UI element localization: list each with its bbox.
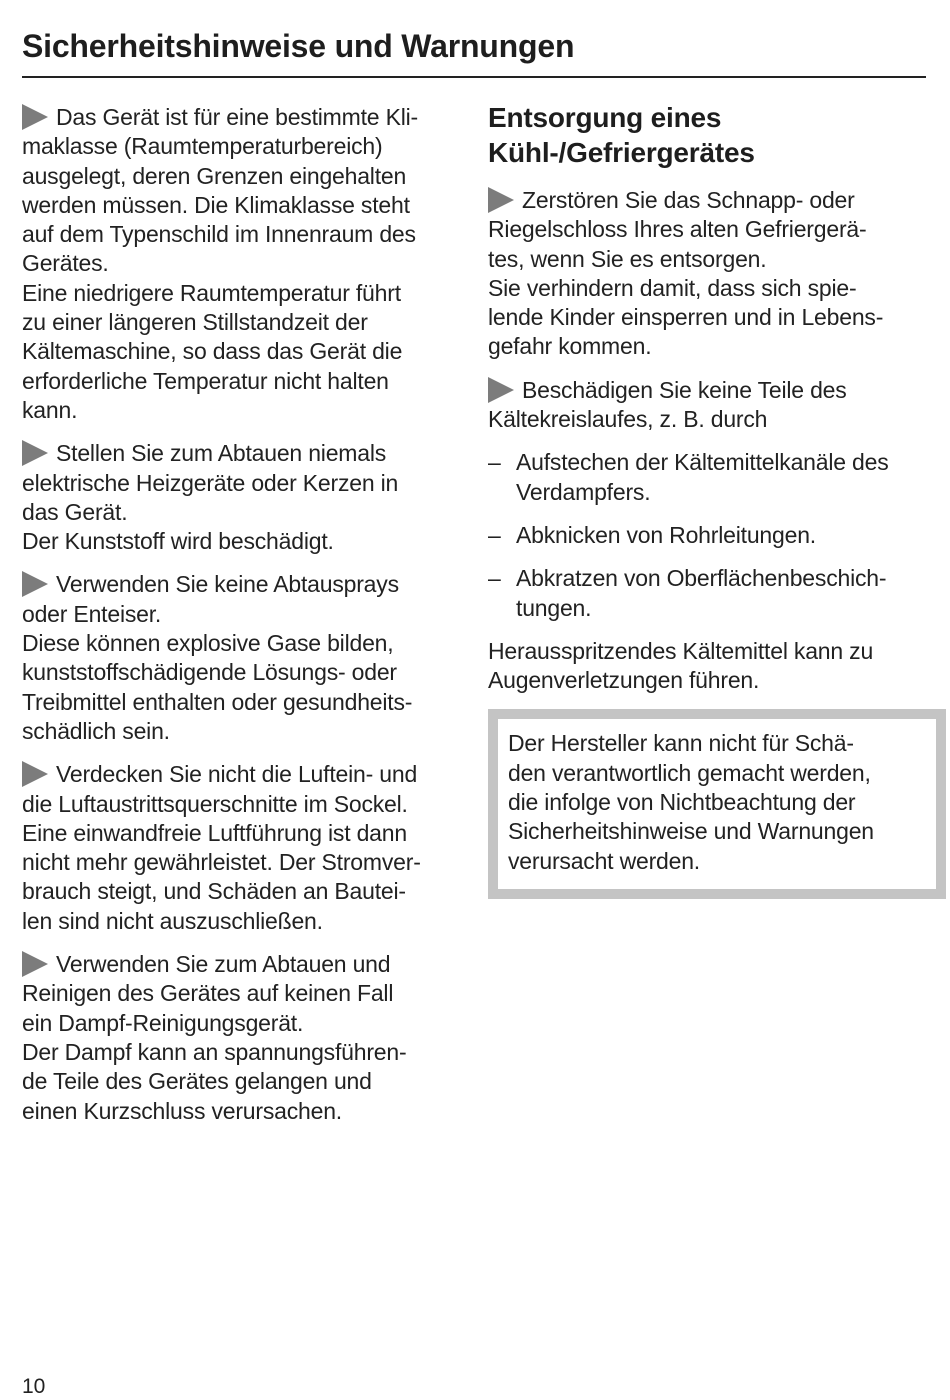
text-line: Der Hersteller kann nicht für Schä- <box>508 730 854 757</box>
disposal-paragraph-lock <box>488 186 928 362</box>
text-line: Stellen Sie zum Abtauen niemals <box>22 439 462 468</box>
triangle-right-icon <box>22 104 48 130</box>
list-item <box>488 564 928 623</box>
text-line: Eine niedrigere Raumtemperatur führt <box>22 279 401 306</box>
text-line: Verdecken Sie nicht die Luftein- und <box>22 760 462 789</box>
text-line: brauch steigt, und Schäden an Bautei- <box>22 878 406 905</box>
text-line: verursacht werden. <box>508 847 700 874</box>
title-divider <box>22 76 926 78</box>
text-line: nicht mehr gewährleistet. Der Stromver- <box>22 849 421 876</box>
text-line: auf dem Typenschild im Innenraum des <box>22 221 416 248</box>
text-line: ein Dampf-Reinigungsgerät. <box>22 1009 304 1036</box>
paragraph-text <box>22 103 462 425</box>
text-line: Kältemaschine, so dass das Gerät die <box>22 338 403 365</box>
text-line: Herausspritzendes Kältemittel kann zu <box>488 637 874 664</box>
text-line: Der Dampf kann an spannungsführen- <box>22 1038 407 1065</box>
page-number: 10 <box>22 1375 46 1398</box>
dash-marker: – <box>488 449 501 476</box>
text-line: maklasse (Raumtemperaturbereich) <box>22 133 383 160</box>
warning-paragraph-steam-cleaner <box>22 950 462 1126</box>
text-line: die infolge von Nichtbeachtung der <box>508 789 856 816</box>
left-column <box>22 103 462 1140</box>
text-line: elektrische Heizgeräte oder Kerzen in <box>22 469 399 496</box>
list-item <box>488 448 928 507</box>
paragraph-text <box>22 950 462 1126</box>
triangle-right-icon <box>488 187 514 213</box>
damage-examples-list <box>488 448 928 622</box>
paragraph-text <box>488 186 928 362</box>
text-line: Aufstechen der Kältemittelkanäle des <box>516 449 889 476</box>
section-heading-disposal <box>488 100 928 170</box>
text-line: schädlich sein. <box>22 717 170 744</box>
text-line: lende Kinder einsperren und in Lebens- <box>488 304 884 331</box>
warning-paragraph-climate-class <box>22 103 462 425</box>
right-column <box>488 100 928 899</box>
text-line: len sind nicht auszuschließen. <box>22 907 323 934</box>
disposal-paragraph-eye-injury <box>488 637 928 696</box>
text-line: Reinigen des Gerätes auf keinen Fall <box>22 980 394 1007</box>
text-line: oder Enteiser. <box>22 600 162 627</box>
text-line: Sie verhindern damit, dass sich spie- <box>488 274 857 301</box>
text-line: Treibmittel enthalten oder gesundheits- <box>22 688 413 715</box>
text-line: tes, wenn Sie es entsorgen. <box>488 245 767 272</box>
text-line: ausgelegt, deren Grenzen eingehalten <box>22 162 407 189</box>
text-line: Das Gerät ist für eine bestimmte Kli- <box>22 103 462 132</box>
paragraph-text <box>22 439 462 556</box>
warning-paragraph-heaters <box>22 439 462 556</box>
list-item <box>488 521 928 550</box>
text-line: Der Kunststoff wird beschädigt. <box>22 528 334 555</box>
text-line: kunststoffschädigende Lösungs- oder <box>22 659 397 686</box>
triangle-right-icon <box>22 440 48 466</box>
triangle-right-icon <box>488 377 514 403</box>
heading-line: Kühl-/Gefriergerätes <box>488 137 755 168</box>
text-line: Kältekreislaufes, z. B. durch <box>488 406 768 433</box>
notice-text <box>508 729 926 875</box>
text-line: gefahr kommen. <box>488 333 652 360</box>
text-line: das Gerät. <box>22 498 128 525</box>
warning-paragraph-ventilation <box>22 760 462 936</box>
text-line: einen Kurzschluss verursachen. <box>22 1097 342 1124</box>
text-line: den verantwortlich gemacht werden, <box>508 759 871 786</box>
disposal-paragraph-refrigerant-circuit <box>488 376 928 435</box>
text-line: Sicherheitshinweise und Warnungen <box>508 818 874 845</box>
text-line: Beschädigen Sie keine Teile des <box>488 376 928 405</box>
text-line: Verdampfers. <box>516 478 651 505</box>
triangle-right-icon <box>22 951 48 977</box>
page-title: Sicherheitshinweise und Warnungen <box>22 28 575 64</box>
liability-notice-box <box>488 709 946 898</box>
text-line: zu einer längeren Stillstandzeit der <box>22 309 368 336</box>
dash-marker: – <box>488 521 501 548</box>
text-line: Gerätes. <box>22 250 109 277</box>
text-line: Augenverletzungen führen. <box>488 667 760 694</box>
text-line: Verwenden Sie zum Abtauen und <box>22 950 462 979</box>
text-line: Eine einwandfreie Luftführung ist dann <box>22 819 407 846</box>
paragraph-text <box>488 376 928 435</box>
text-line: de Teile des Gerätes gelangen und <box>22 1068 372 1095</box>
warning-paragraph-defrost-sprays <box>22 570 462 746</box>
paragraph-text <box>22 760 462 936</box>
text-line: tungen. <box>516 594 592 621</box>
dash-marker: – <box>488 565 501 592</box>
triangle-right-icon <box>22 571 48 597</box>
text-line: Diese können explosive Gase bilden, <box>22 630 394 657</box>
text-line: Abkratzen von Oberflächenbeschich- <box>516 565 887 592</box>
heading-line: Entsorgung eines <box>488 102 722 133</box>
text-line: Riegelschloss Ihres alten Gefriergerä- <box>488 216 867 243</box>
text-line: Abknicken von Rohrleitungen. <box>516 521 816 548</box>
text-line: die Luftaustrittsquerschnitte im Sockel. <box>22 790 408 817</box>
triangle-right-icon <box>22 761 48 787</box>
text-line: Zerstören Sie das Schnapp- oder <box>488 186 928 215</box>
text-line: erforderliche Temperatur nicht halten <box>22 367 389 394</box>
text-line: Verwenden Sie keine Abtausprays <box>22 570 462 599</box>
paragraph-text <box>22 570 462 746</box>
text-line: werden müssen. Die Klimaklasse steht <box>22 191 410 218</box>
text-line: kann. <box>22 396 78 423</box>
paragraph-text <box>488 637 928 696</box>
